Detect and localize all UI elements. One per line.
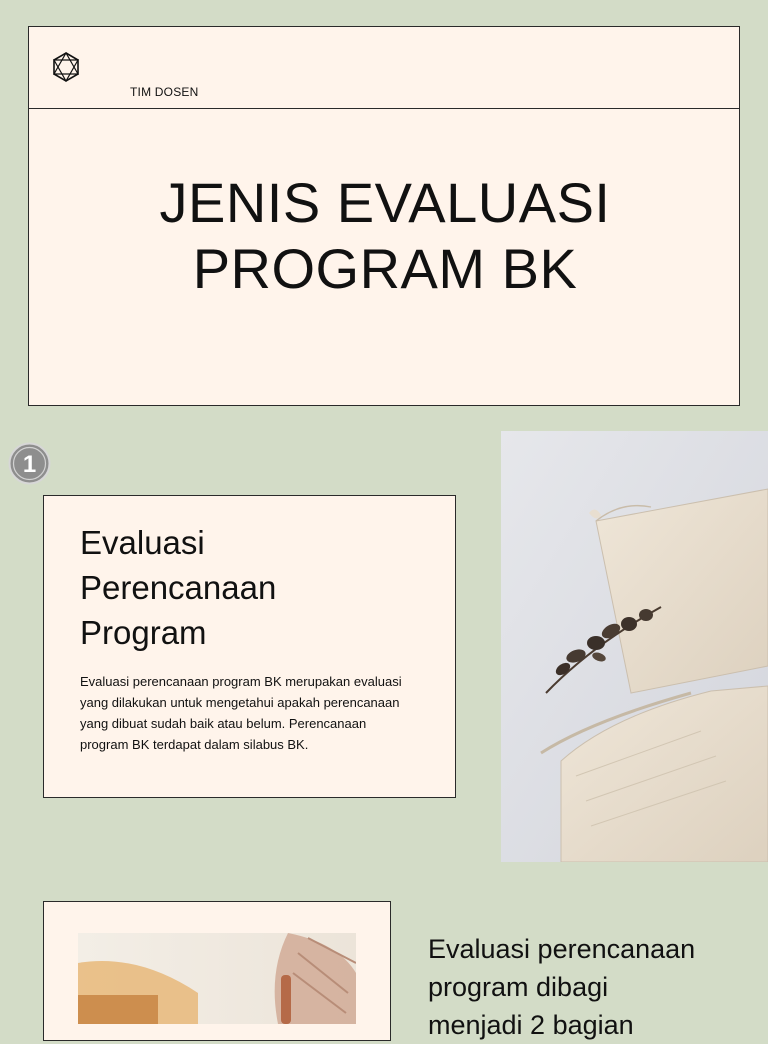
geometric-hexagon-logo-icon	[52, 52, 80, 82]
number-badge	[8, 442, 51, 485]
photo-cotton-bags	[501, 431, 768, 862]
title-line-1: JENIS EVALUASI	[159, 171, 611, 234]
section-2-text	[428, 930, 758, 1044]
author-label: TIM DOSEN	[130, 85, 199, 99]
section-heading-line-3: Program	[80, 614, 207, 651]
section-body-text: Evaluasi perencanaan program BK merupakan evaluasi yang dilakukan untuk mengetahui apakah perencanaan yang dibuat sudah baik atau belum. Perencanaan program BK terdapat dalam silabus BK.	[80, 674, 402, 752]
section-2-line-1: Evaluasi perencanaan	[428, 934, 696, 964]
section-heading-line-2: Perencanaan	[80, 569, 277, 606]
section-card	[43, 495, 456, 798]
title-card	[28, 26, 740, 406]
title-line-2: PROGRAM BK	[192, 237, 578, 300]
photo-products	[78, 933, 356, 1024]
section-2-line-2: program dibagi	[428, 972, 609, 1002]
section-heading	[80, 520, 276, 655]
section-2-line-3: menjadi 2 bagian	[428, 1010, 634, 1040]
page-title	[29, 170, 741, 302]
number-badge-text: 1	[22, 451, 37, 478]
section-heading-line-1: Evaluasi	[80, 524, 205, 561]
